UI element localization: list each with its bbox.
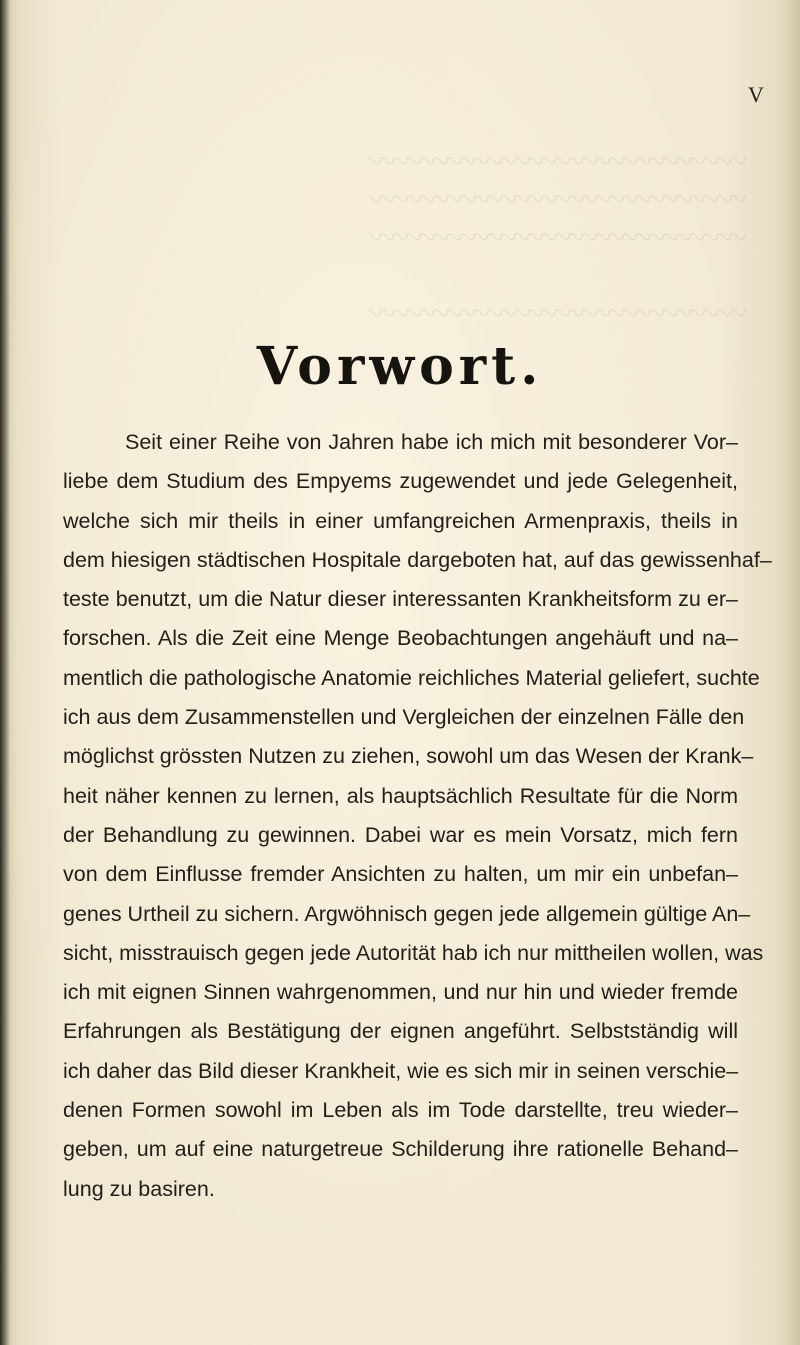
text-line: genes Urtheil zu sichern. Argwöhnisch gegen jede allgemein gültige An–: [63, 901, 751, 926]
preface-body: [63, 423, 772, 1209]
text-line: heit näher kennen zu lernen, als hauptsächlich Resultate für die Norm: [63, 783, 738, 808]
text-line: lung zu basiren.: [63, 1176, 215, 1201]
show-through-text: 〰〰〰〰〰〰〰〰〰〰〰〰〰〰: [372, 185, 750, 215]
show-through-text: 〰〰〰〰〰〰〰〰〰〰〰〰〰〰: [372, 147, 750, 177]
text-line: der Behandlung zu gewinnen. Dabei war es mein Vorsatz, mich fern: [63, 822, 738, 847]
text-line: denen Formen sowohl im Leben als im Tode darstellte, treu wieder–: [63, 1098, 738, 1123]
text-line: möglichst grössten Nutzen zu ziehen, sowohl um das Wesen der Krank–: [63, 744, 754, 769]
text-line: mentlich die pathologische Anatomie reichliches Material geliefert, suchte: [63, 665, 760, 690]
show-through-text: 〰〰〰〰〰〰〰〰〰〰〰〰〰〰: [372, 223, 750, 253]
text-line: ich mit eignen Sinnen wahrgenommen, und nur hin und wieder fremde: [63, 980, 738, 1005]
text-line: welche sich mir theils in einer umfangreichen Armenpraxis, theils in: [63, 508, 738, 533]
text-line: geben, um auf eine naturgetreue Schilderung ihre rationelle Behand–: [63, 1137, 738, 1162]
text-line: liebe dem Studium des Empyems zugewendet und jede Gelegenheit,: [63, 469, 738, 494]
text-line: sicht, misstrauisch gegen jede Autorität hab ich nur mittheilen wollen, was: [63, 940, 764, 965]
book-spine-shadow: [0, 0, 10, 1345]
text-line: forschen. Als die Zeit eine Menge Beobachtungen angehäuft und na–: [63, 626, 738, 651]
text-line: dem hiesigen städtischen Hospitale dargeboten hat, auf das gewissenhaf–: [63, 547, 772, 572]
text-line: ich daher das Bild dieser Krankheit, wie es sich mir in seinen verschie–: [63, 1058, 739, 1083]
text-line: Seit einer Reihe von Jahren habe ich mich mit besonderer Vor–: [125, 430, 738, 454]
page-title: Vorwort.: [256, 336, 544, 397]
page-number: V: [748, 82, 764, 107]
text-line: teste benutzt, um die Natur dieser interessanten Krankheitsform zu er–: [63, 587, 738, 612]
text-line: von dem Einflusse fremder Ansichten zu halten, um mir ein unbefan–: [63, 862, 738, 887]
text-line: Erfahrungen als Bestätigung der eignen angeführt. Selbstständig will: [63, 1019, 738, 1044]
show-through-text: 〰〰〰〰〰〰〰〰〰〰〰〰〰〰: [372, 299, 750, 329]
text-line: ich aus dem Zusammenstellen und Vergleichen der einzelnen Fälle den: [63, 705, 745, 730]
